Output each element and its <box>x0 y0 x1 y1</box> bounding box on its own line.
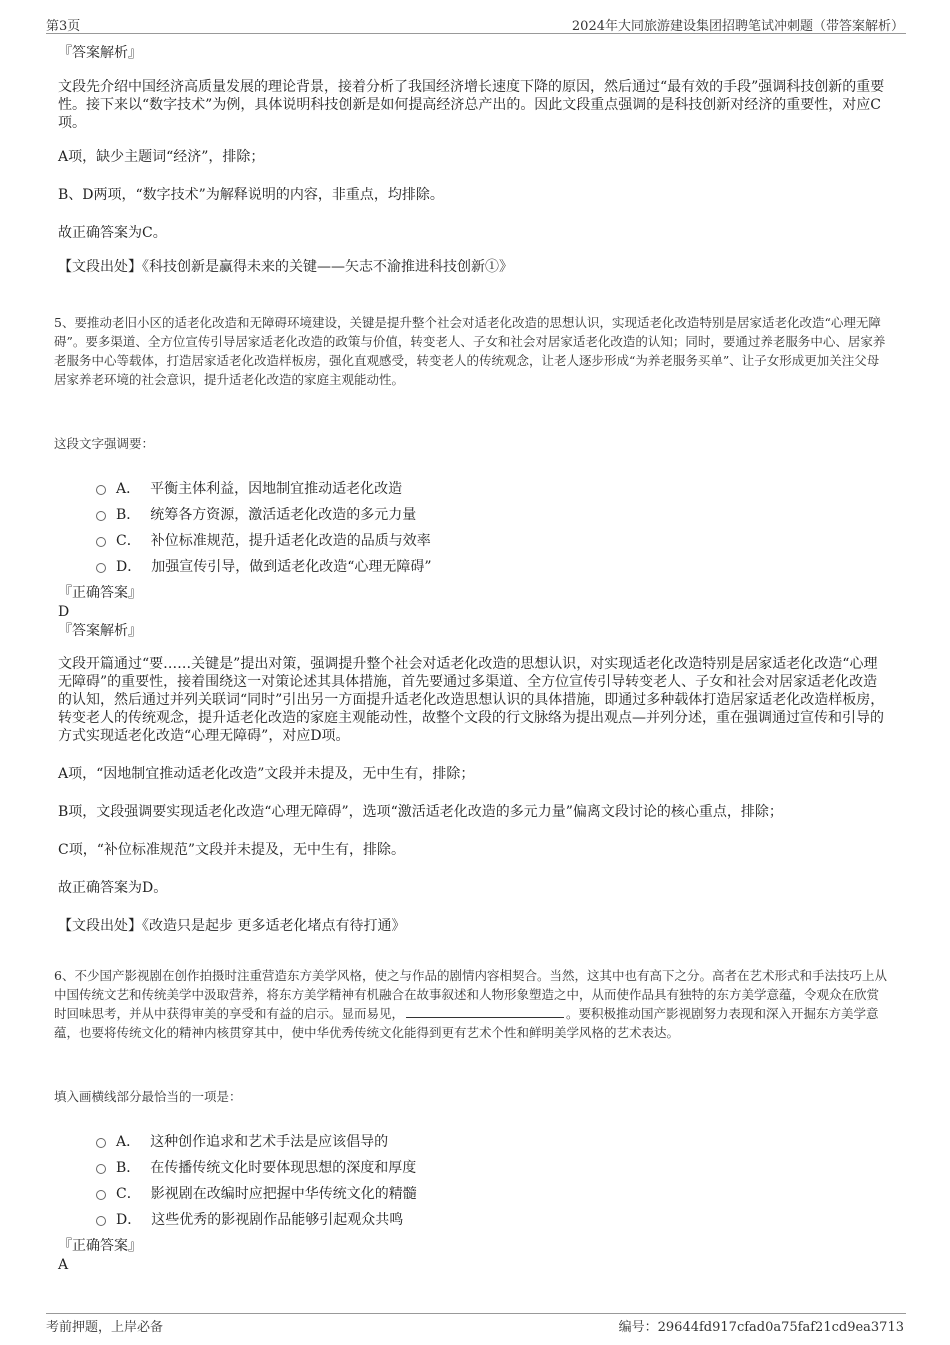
q6-option-b[interactable]: B． 在传播传统文化时要体现思想的深度和厚度 <box>96 1155 888 1181</box>
fill-blank <box>406 1006 564 1018</box>
document-title: 2024年大同旅游建设集团招聘笔试冲刺题（带答案解析） <box>571 19 904 34</box>
q5-analysis-label: 『答案解析』 <box>58 623 142 639</box>
radio-button[interactable] <box>96 1138 106 1148</box>
q5-stem: 5、要推动老旧小区的适老化改造和无障碍环境建设，关键是提升整个社会对适老化改造的思想认识，实现适老化改造特别是居家适老化改造“心理无障碍”。要多渠道、全方位宣传引导居家适老化改造的政策与价值，转变老人、子女和社会对居家适老化改造的认知；同时，要通过养老服务中心、居家养老服务中心等载体，打造居家适老化改造样板房，强化直观感受，转变老人的传统观念，让老人逐步形成“为养老服务买单”、让子女形成更加关注父母居家养老环境的社会意识，提升适老化改造的家庭主观能动性。 <box>54 314 886 387</box>
analysis-label: 『答案解析』 <box>58 45 142 61</box>
q4-analysis-bd: B、D两项，“数字技术”为解释说明的内容，非重点，均排除。 <box>58 187 444 203</box>
content <box>54 44 888 1275</box>
q5-source: 【文段出处】《改造只是起步 更多适老化堵点有待打通》 <box>58 918 406 934</box>
q5-analysis-c: C项，“补位标准规范”文段并未提及，无中生有，排除。 <box>58 842 406 858</box>
q4-source: 【文段出处】《科技创新是赢得未来的关键——矢志不渝推进科技创新①》 <box>58 259 513 275</box>
page-header <box>46 13 906 34</box>
q5-option-d[interactable]: D． 加强宣传引导，做到适老化改造“心理无障碍” <box>96 554 888 580</box>
q5-analysis-b: B项，文段强调要实现适老化改造“心理无障碍”，选项“激活适老化改造的多元力量”偏离文段讨论的核心重点，排除； <box>58 804 783 820</box>
q5-analysis-text: 文段开篇通过“要……关键是”提出对策，强调提升整个社会对适老化改造的思想认识，对实现适老化改造特别是居家适老化改造“心理无障碍”的重要性，接着围绕这一对策论述其具体措施，首先要通过多渠道、全方位宣传引导转变老人、子女和社会对居家适老化改造的认知，然后通过并列关联词“同时”引出另一方面提升适老化改造思想认识的具体措施，即通过多种载体打造居家适老化改造样板房，转变老人的传统观念，提升适老化改造的家庭主观能动性，故整个文段的行文脉络为提出观点—并列分述，重在强调通过宣传和引导的方式实现适老化改造“心理无障碍”，对应D项。 <box>58 656 885 744</box>
q5-option-c[interactable]: C． 补位标准规范，提升适老化改造的品质与效率 <box>96 528 888 554</box>
radio-button[interactable] <box>96 511 106 521</box>
q5-answer: D <box>58 604 70 620</box>
q6-stem: 6、不少国产影视剧在创作拍摄时注重营造东方美学风格，使之与作品的剧情内容相契合。当然，这其中也有高下之分。高者在艺术形式和手法技巧上从中国传统文艺和传统美学中汲取营养，将东方美学精神有机融合在故事叙述和人物形象塑造之中，从而使作品具有独特的东方美学意蕴，令观众在欣赏时回味思考，并从中获得审美的享受和有益的启示。显而易见， 。要积极推动国产影视剧努力表现和深入开掘东方美学意蕴，也要将传统文化的精神内核贯穿其中，使中华优秀传统文化能得到更有艺术个性和鲜明美学风格的艺术表达。 <box>54 967 887 1040</box>
radio-button[interactable] <box>96 1190 106 1200</box>
q6-answer-label: 『正确答案』 <box>58 1238 142 1254</box>
q6-answer: A <box>58 1257 69 1273</box>
q5-option-b[interactable]: B． 统筹各方资源，激活适老化改造的多元力量 <box>96 502 888 528</box>
radio-button[interactable] <box>96 563 106 573</box>
q6-option-c[interactable]: C． 影视剧在改编时应把握中华传统文化的精髓 <box>96 1181 888 1207</box>
radio-button[interactable] <box>96 1164 106 1174</box>
q4-conclusion: 故正确答案为C。 <box>58 225 167 241</box>
radio-button[interactable] <box>96 485 106 495</box>
q6-option-a[interactable]: A． 这种创作追求和艺术手法是应该倡导的 <box>96 1129 888 1155</box>
footer-slogan: 考前押题，上岸必备 <box>46 1320 164 1335</box>
q6-prompt: 填入画横线部分最恰当的一项是： <box>54 1088 242 1104</box>
q5-answer-label: 『正确答案』 <box>58 585 142 601</box>
document-id: 编号：29644fd917cfad0a75faf21cd9ea3713 <box>618 1320 904 1335</box>
page-number: 第3页 <box>46 19 81 34</box>
q6-option-d[interactable]: D． 这些优秀的影视剧作品能够引起观众共鸣 <box>96 1207 888 1233</box>
q4-analysis-text: 文段先介绍中国经济高质量发展的理论背景，接着分析了我国经济增长速度下降的原因，然后通过“最有效的手段”强调科技创新的重要性。接下来以“数字技术”为例，具体说明科技创新是如何提高经济总产出的。因此文段重点强调的是科技创新对经济的重要性，对应C项。 <box>58 79 885 131</box>
q4-analysis-a: A项，缺少主题词“经济”，排除； <box>58 149 265 165</box>
q5-analysis-a: A项，“因地制宜推动适老化改造”文段并未提及，无中生有，排除； <box>58 766 475 782</box>
q6-options <box>96 1129 888 1233</box>
q5-option-a[interactable]: A． 平衡主体利益，因地制宜推动适老化改造 <box>96 476 888 502</box>
radio-button[interactable] <box>96 1216 106 1226</box>
q5-prompt: 这段文字强调要： <box>54 435 155 451</box>
q5-options <box>96 476 888 580</box>
q5-conclusion: 故正确答案为D。 <box>58 880 168 896</box>
radio-button[interactable] <box>96 537 106 547</box>
page-footer <box>46 1313 906 1335</box>
